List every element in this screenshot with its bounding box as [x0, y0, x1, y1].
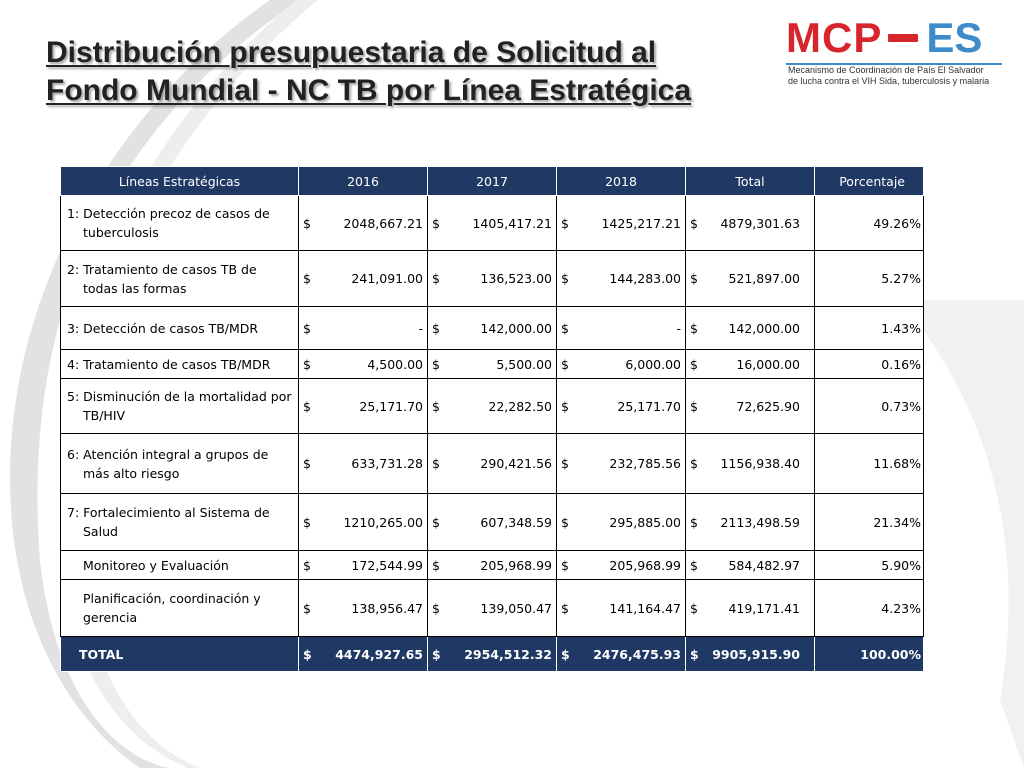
total-percentage: 100.00% [815, 637, 924, 672]
currency-symbol: $ [686, 580, 700, 637]
currency-symbol: $ [299, 350, 313, 379]
percentage: 4.23% [815, 580, 924, 637]
amount-2017: 205,968.99 [442, 551, 557, 580]
total-2016: 4474,927.65 [313, 637, 428, 672]
currency-symbol: $ [299, 196, 313, 251]
row-label: Planificación, coordinación y gerencia [61, 580, 299, 637]
currency-symbol: $ [299, 637, 313, 672]
amount-2016: 138,956.47 [313, 580, 428, 637]
amount-total: 1156,938.40 [700, 434, 815, 494]
amount-total: 419,171.41 [700, 580, 815, 637]
currency-symbol: $ [686, 307, 700, 350]
currency-symbol: $ [299, 580, 313, 637]
currency-symbol: $ [686, 637, 700, 672]
currency-symbol: $ [557, 434, 571, 494]
amount-2017: 136,523.00 [442, 251, 557, 307]
total-2017: 2954,512.32 [442, 637, 557, 672]
currency-symbol: $ [686, 251, 700, 307]
amount-2017: 1405,417.21 [442, 196, 557, 251]
amount-2018: 205,968.99 [571, 551, 686, 580]
currency-symbol: $ [557, 307, 571, 350]
total-row [61, 637, 924, 672]
row-label: 3: Detección de casos TB/MDR [61, 307, 299, 350]
currency-symbol: $ [557, 637, 571, 672]
row-label: 2: Tratamiento de casos TB de todas las formas [61, 251, 299, 307]
amount-2016: 172,544.99 [313, 551, 428, 580]
percentage: 11.68% [815, 434, 924, 494]
amount-2018: 144,283.00 [571, 251, 686, 307]
amount-2016: 241,091.00 [313, 251, 428, 307]
currency-symbol: $ [557, 251, 571, 307]
row-label: Monitoreo y Evaluación [61, 551, 299, 580]
mcp-es-logo [786, 14, 1008, 94]
currency-symbol: $ [428, 434, 442, 494]
logo-tagline-1: Mecanismo de Coordinación de País El Salvador [788, 65, 984, 75]
row-label: 1: Detección precoz de casos de tuberculosis [61, 196, 299, 251]
total-label: TOTAL [61, 637, 299, 672]
currency-symbol: $ [557, 494, 571, 551]
currency-symbol: $ [428, 251, 442, 307]
amount-2017: 290,421.56 [442, 434, 557, 494]
table-row [61, 379, 924, 434]
logo-acronym-mcp: MCP [786, 14, 883, 61]
amount-2016: 25,171.70 [313, 379, 428, 434]
header-2017: 2017 [428, 167, 557, 196]
amount-total: 584,482.97 [700, 551, 815, 580]
amount-2016: - [313, 307, 428, 350]
currency-symbol: $ [299, 379, 313, 434]
amount-2018: 6,000.00 [571, 350, 686, 379]
currency-symbol: $ [686, 379, 700, 434]
amount-total: 4879,301.63 [700, 196, 815, 251]
currency-symbol: $ [686, 196, 700, 251]
currency-symbol: $ [299, 307, 313, 350]
table-row [61, 494, 924, 551]
table-header-row [61, 167, 924, 196]
logo-wordmark [786, 14, 1008, 62]
currency-symbol: $ [299, 434, 313, 494]
total-total: 9905,915.90 [700, 637, 815, 672]
amount-2018: 25,171.70 [571, 379, 686, 434]
table-row [61, 196, 924, 251]
amount-2018: - [571, 307, 686, 350]
table-row [61, 580, 924, 637]
amount-total: 521,897.00 [700, 251, 815, 307]
amount-2017: 142,000.00 [442, 307, 557, 350]
amount-2016: 4,500.00 [313, 350, 428, 379]
table-row [61, 350, 924, 379]
amount-2017: 22,282.50 [442, 379, 557, 434]
percentage: 49.26% [815, 196, 924, 251]
table-row [61, 251, 924, 307]
currency-symbol: $ [428, 637, 442, 672]
row-label: 7: Fortalecimiento al Sistema de Salud [61, 494, 299, 551]
amount-2018: 1425,217.21 [571, 196, 686, 251]
currency-symbol: $ [299, 551, 313, 580]
currency-symbol: $ [686, 350, 700, 379]
percentage: 0.16% [815, 350, 924, 379]
row-label: 6: Atención integral a grupos de más alto riesgo [61, 434, 299, 494]
amount-2018: 295,885.00 [571, 494, 686, 551]
budget-table [60, 166, 924, 672]
header-2018: 2018 [557, 167, 686, 196]
header-total: Total [686, 167, 815, 196]
percentage: 0.73% [815, 379, 924, 434]
amount-2016: 1210,265.00 [313, 494, 428, 551]
currency-symbol: $ [557, 551, 571, 580]
currency-symbol: $ [686, 551, 700, 580]
currency-symbol: $ [428, 196, 442, 251]
currency-symbol: $ [557, 580, 571, 637]
amount-2017: 607,348.59 [442, 494, 557, 551]
logo-acronym-es: ES [926, 14, 983, 61]
logo-tagline-2: de lucha contra el VIH Sida, tuberculosis y malaria [788, 76, 990, 86]
amount-total: 2113,498.59 [700, 494, 815, 551]
currency-symbol: $ [428, 307, 442, 350]
amount-2018: 141,164.47 [571, 580, 686, 637]
currency-symbol: $ [686, 434, 700, 494]
currency-symbol: $ [299, 494, 313, 551]
currency-symbol: $ [428, 580, 442, 637]
row-label: 5: Disminución de la mortalidad por TB/HIV [61, 379, 299, 434]
title-line-2: Fondo Mundial - NC TB por Línea Estratégica [46, 74, 692, 107]
table-row [61, 551, 924, 580]
currency-symbol: $ [428, 494, 442, 551]
amount-2016: 633,731.28 [313, 434, 428, 494]
amount-total: 72,625.90 [700, 379, 815, 434]
amount-2016: 2048,667.21 [313, 196, 428, 251]
currency-symbol: $ [686, 494, 700, 551]
percentage: 5.27% [815, 251, 924, 307]
title-line-1: Distribución presupuestaria de Solicitud al [46, 36, 657, 69]
amount-2017: 5,500.00 [442, 350, 557, 379]
percentage: 5.90% [815, 551, 924, 580]
percentage: 1.43% [815, 307, 924, 350]
table-row [61, 434, 924, 494]
header-lineas: Líneas Estratégicas [61, 167, 299, 196]
currency-symbol: $ [557, 196, 571, 251]
amount-total: 16,000.00 [700, 350, 815, 379]
amount-2017: 139,050.47 [442, 580, 557, 637]
currency-symbol: $ [428, 379, 442, 434]
currency-symbol: $ [428, 350, 442, 379]
header-2016: 2016 [299, 167, 428, 196]
amount-2018: 232,785.56 [571, 434, 686, 494]
currency-symbol: $ [299, 251, 313, 307]
currency-symbol: $ [428, 551, 442, 580]
page-title [46, 34, 766, 110]
currency-symbol: $ [557, 350, 571, 379]
amount-total: 142,000.00 [700, 307, 815, 350]
logo-dash [888, 34, 918, 42]
total-2018: 2476,475.93 [571, 637, 686, 672]
row-label: 4: Tratamiento de casos TB/MDR [61, 350, 299, 379]
currency-symbol: $ [557, 379, 571, 434]
table-row [61, 307, 924, 350]
header-porcentaje: Porcentaje [815, 167, 924, 196]
percentage: 21.34% [815, 494, 924, 551]
